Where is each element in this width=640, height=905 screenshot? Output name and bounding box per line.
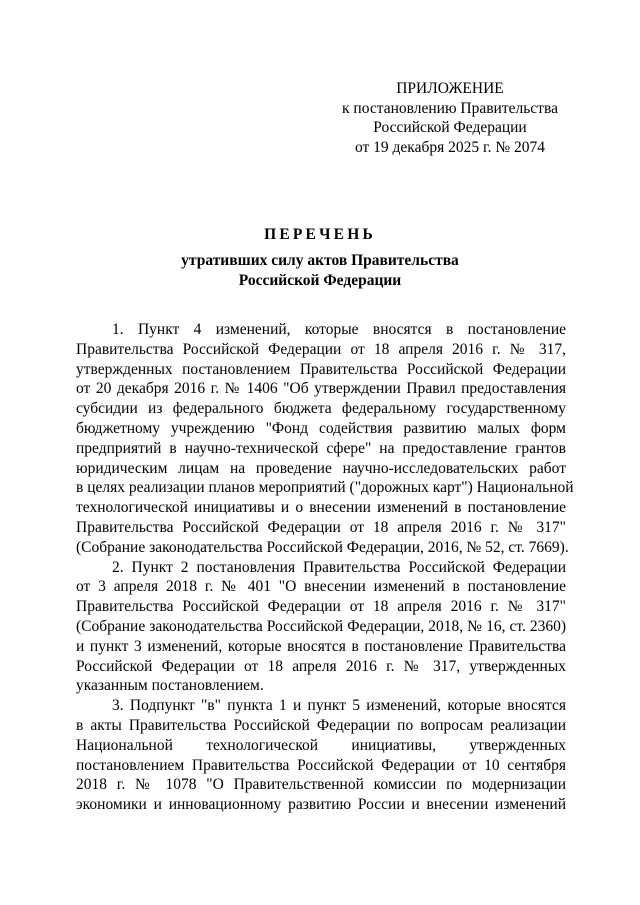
paragraph-line: 2018 г. № 1078 "О Правительственной комиссии по модернизации [76,776,566,794]
subtitle-line: утративших силу актов Правительства [181,252,459,269]
list-item [76,696,566,815]
paragraph-line: от 3 апреля 2018 г. № 401 "О внесении изменений в постановление [76,578,566,596]
paragraph-line: Российской Федерации от 18 апреля 2016 г. № 317, утвержденных [76,657,566,675]
paragraph-line: субсидии из федерального бюджета федеральному государственному [76,400,566,418]
paragraph-line: Правительства Российской Федерации от 18 апреля 2016 г. № 317" [76,518,566,536]
paragraph-line: технологической инициативы и о внесении изменений в постановление [76,499,566,517]
paragraph-line: постановлением Правительства Российской Федерации от 10 сентября [76,756,566,774]
document-body [76,320,574,815]
paragraph-line: в акты Правительства Российской Федерации по вопросам реализации [76,716,566,734]
paragraph-line: экономики и инновационному развитию России и внесении изменений [76,796,566,814]
paragraph-line: юридическим лицам на проведение научно-исследовательских работ [76,459,566,477]
list-item [76,320,574,558]
appendix-line: Российской Федерации [373,119,527,136]
appendix-block [300,79,600,157]
paragraph-line: от 20 декабря 2016 г. № 1406 "Об утверждении Правил предоставления [76,380,566,398]
paragraph-line: Национальной технологической инициативы, утвержденных [76,736,566,754]
paragraph-line: Правительства Российской Федерации от 18 апреля 2016 г. № 317" [76,598,566,616]
document-subtitle [0,251,640,290]
paragraph-line: утвержденных постановлением Правительства Российской Федерации [76,360,566,378]
paragraph-line: 2. Пункт 2 постановления Правительства Российской Федерации [112,558,566,576]
appendix-date-number: от 19 декабря 2025 г. № 2074 [354,138,546,156]
list-item [76,558,566,697]
appendix-label: ПРИЛОЖЕНИЕ [396,80,504,97]
paragraph-line: (Собрание законодательства Российской Федерации, 2018, № 16, ст. 2360) [76,617,566,635]
paragraph-line: (Собрание законодательства Российской Федерации, 2016, № 52, ст. 7669). [76,538,569,556]
paragraph-line: 1. Пункт 4 изменений, которые вносятся в постановление [112,321,566,338]
paragraph-line: бюджетному учреждению "Фонд содействия развитию малых форм [76,419,566,437]
subtitle-line: Российской Федерации [238,271,402,289]
paragraph-line: указанным постановлением. [76,677,264,695]
paragraph-line: предприятий в научно-технической сфере" на предоставление грантов [76,439,566,457]
appendix-line: к постановлению Правительства [342,99,558,117]
document-title: ПЕРЕЧЕНЬ [264,226,376,243]
paragraph-line: и пункт 3 изменений, которые вносятся в постановление Правительства [76,637,566,655]
paragraph-line: в целях реализации планов мероприятий ("дорожных карт") Национальной [76,479,574,497]
paragraph-line: 3. Подпункт "в" пункта 1 и пункт 5 изменений, которые вносятся [112,697,566,715]
paragraph-line: Правительства Российской Федерации от 18 апреля 2016 г. № 317, [76,340,566,358]
